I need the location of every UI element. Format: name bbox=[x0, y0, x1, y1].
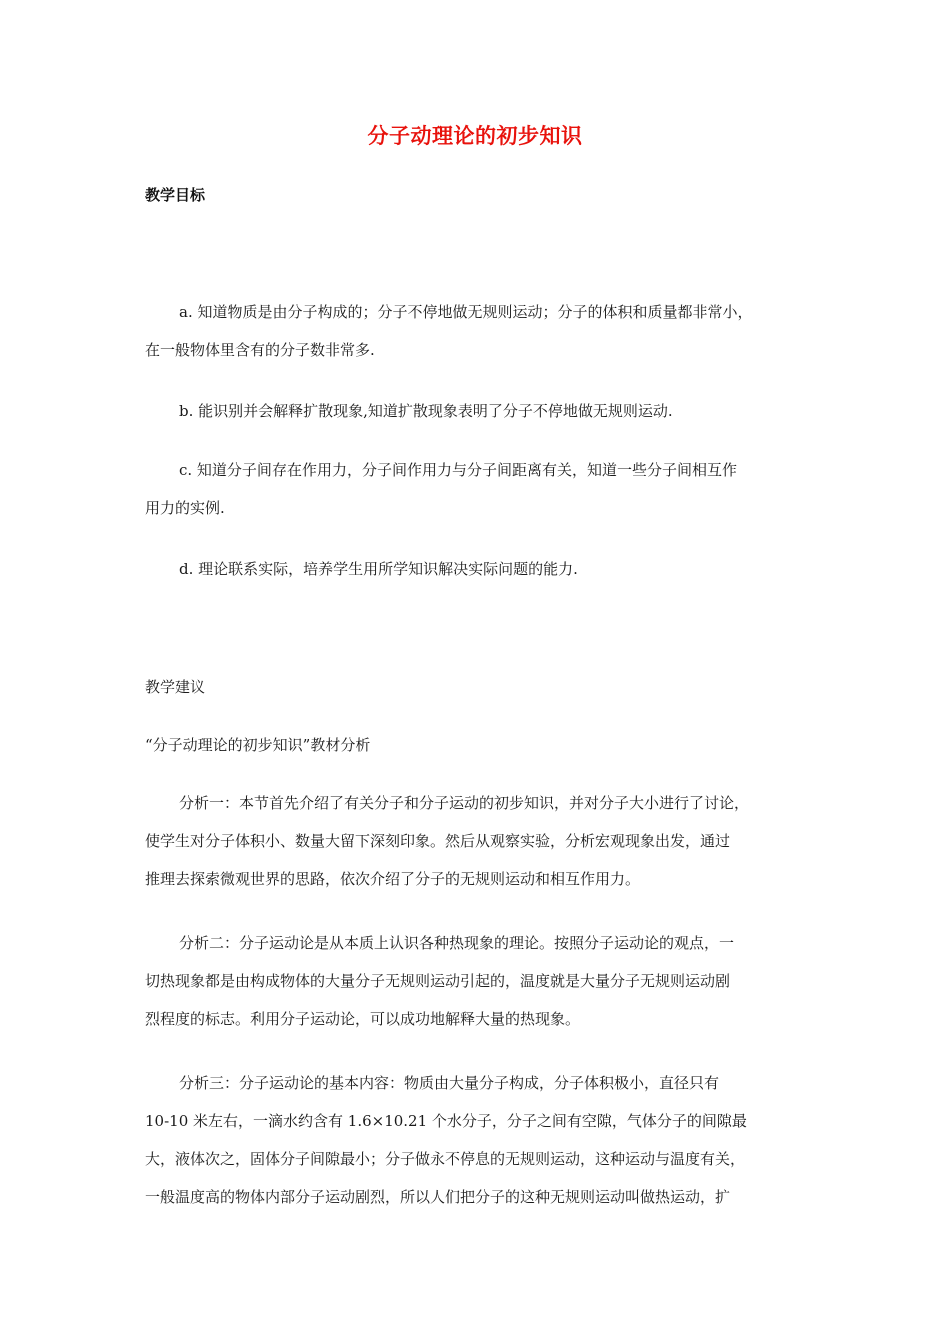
analysis-one bbox=[145, 784, 815, 898]
analysis-one-line-2: 使学生对分子体积小、数量大留下深刻印象。然后从观察实验，分析宏观现象出发，通过 bbox=[145, 832, 731, 850]
objective-c-line-2: 用力的实例. bbox=[145, 499, 225, 517]
objective-d-line-1: d. 理论联系实际，培养学生用所学知识解决实际问题的能力. bbox=[179, 560, 578, 578]
suggestions-heading: 教学建议 bbox=[145, 678, 206, 696]
analysis-three-line-4: 一般温度高的物体内部分子运动剧烈，所以人们把分子的这种无规则运动叫做热运动，扩 bbox=[145, 1188, 731, 1206]
analysis-three-line-2: 10-10 米左右，一滴水约含有 1.6×10.21 个水分子，分子之间有空隙，气体分子的间隙最 bbox=[145, 1112, 747, 1130]
analysis-one-line-1: 分析一：本节首先介绍了有关分子和分子运动的初步知识，并对分子大小进行了讨论， bbox=[179, 794, 750, 812]
analysis-two-line-2: 切热现象都是由构成物体的大量分子无规则运动引起的，温度就是大量分子无规则运动剧 bbox=[145, 972, 731, 990]
analysis-three-line-1: 分析三：分子运动论的基本内容：物质由大量分子构成，分子体积极小，直径只有 bbox=[179, 1074, 720, 1092]
objective-c-line-1: c. 知道分子间存在作用力，分子间作用力与分子间距离有关，知道一些分子间相互作 bbox=[179, 461, 737, 479]
objective-b bbox=[145, 392, 815, 430]
analysis-heading: “分子动理论的初步知识”教材分析 bbox=[145, 736, 371, 754]
analysis-three-line-3: 大，液体次之，固体分子间隙最小；分子做永不停息的无规则运动，这种运动与温度有关， bbox=[145, 1150, 746, 1168]
objective-a-line-2: 在一般物体里含有的分子数非常多. bbox=[145, 341, 375, 359]
objectives-heading: 教学目标 bbox=[145, 186, 206, 204]
objective-c bbox=[145, 451, 815, 527]
analysis-two bbox=[145, 924, 815, 1038]
analysis-two-line-1: 分析二：分子运动论是从本质上认识各种热现象的理论。按照分子运动论的观点，一 bbox=[179, 934, 735, 952]
objective-a-line-1: a. 知道物质是由分子构成的；分子不停地做无规则运动；分子的体积和质量都非常小， bbox=[179, 303, 753, 321]
page-title: 分子动理论的初步知识 bbox=[367, 124, 583, 148]
analysis-three bbox=[145, 1064, 815, 1216]
objective-d bbox=[145, 550, 815, 588]
objective-b-line-1: b. 能识别并会解释扩散现象,知道扩散现象表明了分子不停地做无规则运动. bbox=[179, 402, 673, 420]
analysis-one-line-3: 推理去探索微观世界的思路，依次介绍了分子的无规则运动和相互作用力。 bbox=[145, 870, 641, 888]
analysis-two-line-3: 烈程度的标志。利用分子运动论，可以成功地解释大量的热现象。 bbox=[145, 1010, 581, 1028]
objective-a bbox=[145, 293, 815, 369]
